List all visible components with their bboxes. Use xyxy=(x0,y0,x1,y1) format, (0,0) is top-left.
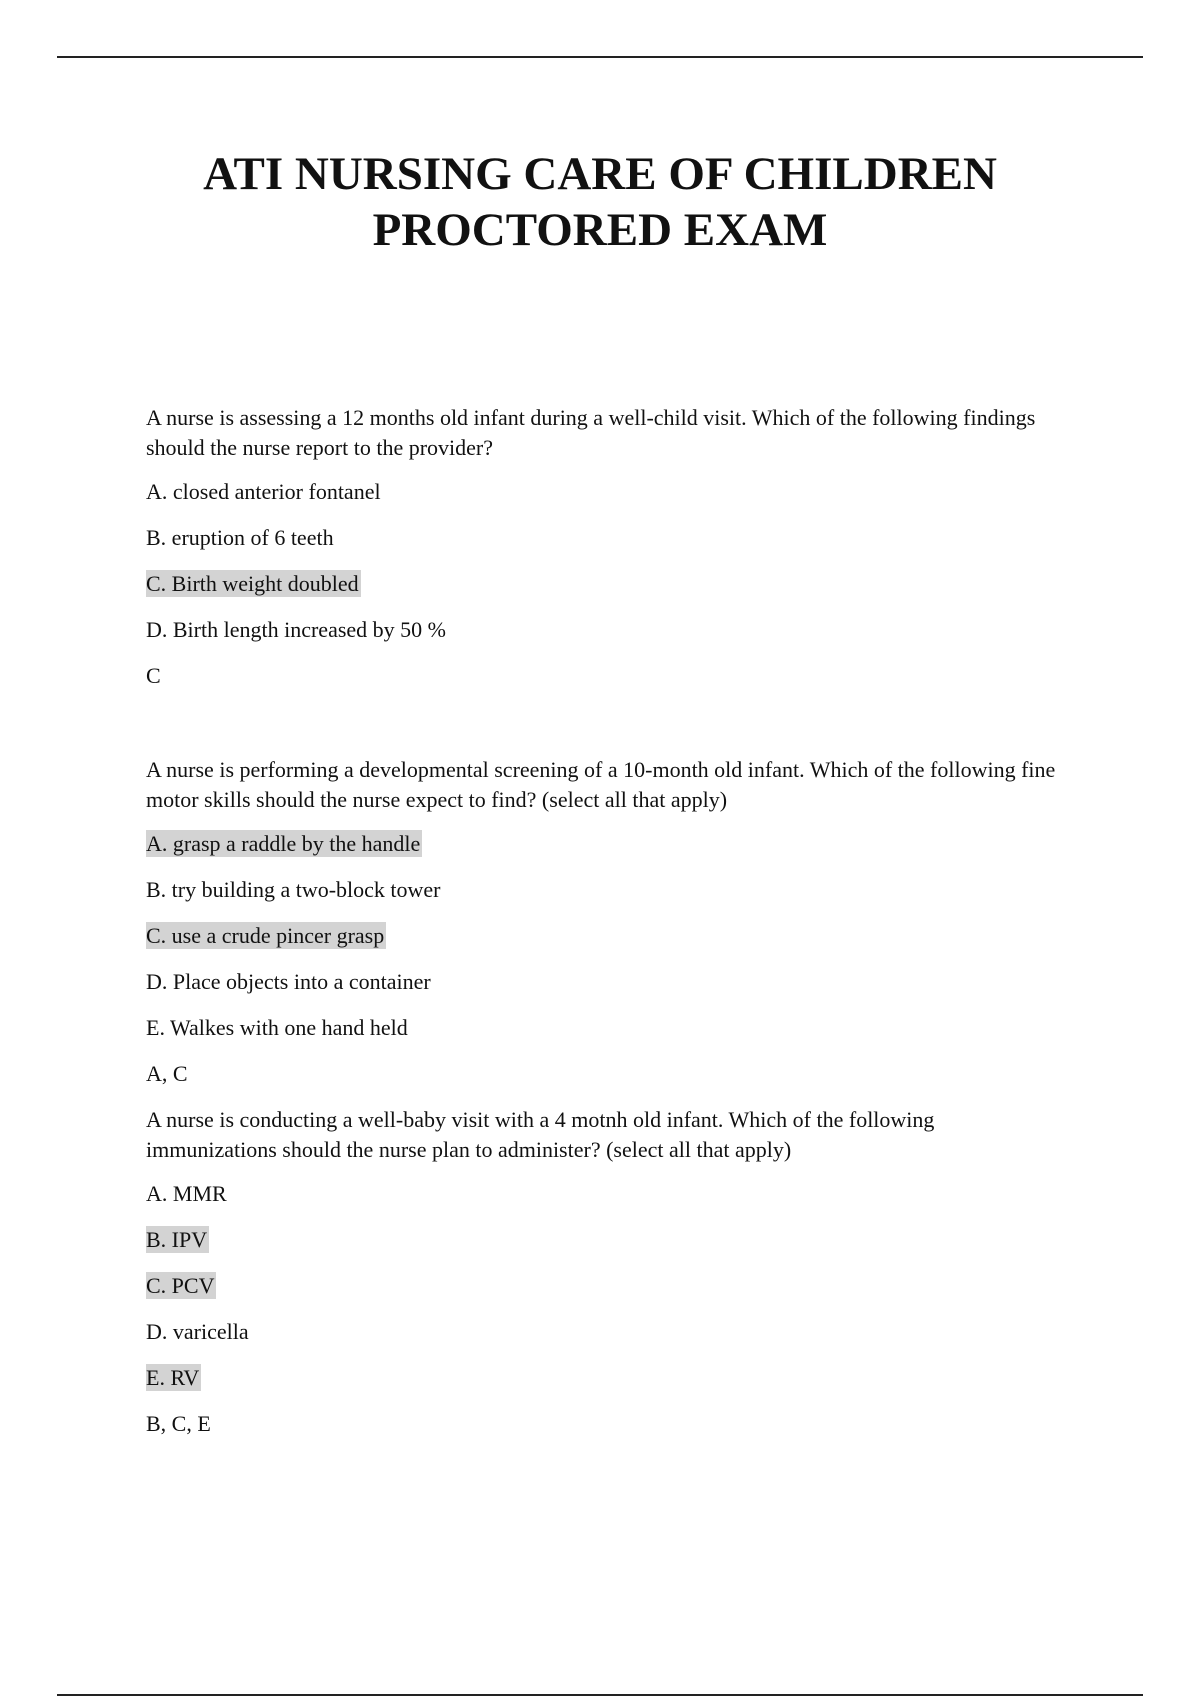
option-c-highlighted: C. use a crude pincer grasp xyxy=(146,923,385,948)
document-title xyxy=(100,146,1100,258)
question-list xyxy=(146,403,1066,1455)
option-b: B. eruption of 6 teeth xyxy=(146,525,334,550)
question-text: A nurse is conducting a well-baby visit with a 4 motnh old infant. Which of the following immunizations should the nurse plan to administer? (select all that apply) xyxy=(146,1107,935,1162)
option-b: B. try building a two-block tower xyxy=(146,877,441,902)
option-c-highlighted: C. PCV xyxy=(146,1273,215,1298)
question-text: A nurse is performing a developmental screening of a 10-month old infant. Which of the following fine motor skills should the nurse expect to find? (select all that apply) xyxy=(146,757,1056,812)
title-line-1: ATI NURSING CARE OF CHILDREN xyxy=(203,148,997,200)
bottom-rule xyxy=(57,1694,1143,1696)
question-block-1 xyxy=(146,403,1066,691)
question-text: A nurse is assessing a 12 months old infant during a well-child visit. Which of the following findings should the nurse report to the provider? xyxy=(146,405,1036,460)
option-e-highlighted: E. RV xyxy=(146,1365,200,1390)
question-block-3 xyxy=(146,1105,1066,1439)
option-a: A. closed anterior fontanel xyxy=(146,479,381,504)
option-b-highlighted: B. IPV xyxy=(146,1227,208,1252)
option-d: D. Birth length increased by 50 % xyxy=(146,617,446,642)
option-c-highlighted: C. Birth weight doubled xyxy=(146,571,359,596)
title-line-2: PROCTORED EXAM xyxy=(372,204,828,256)
answer-key: A, C xyxy=(146,1061,188,1086)
option-d: D. Place objects into a container xyxy=(146,969,431,994)
answer-key: C xyxy=(146,663,161,688)
answer-key: B, C, E xyxy=(146,1411,211,1436)
spacer xyxy=(146,707,1066,755)
top-rule xyxy=(57,56,1143,58)
option-d: D. varicella xyxy=(146,1319,249,1344)
option-e: E. Walkes with one hand held xyxy=(146,1015,408,1040)
option-a-highlighted: A. grasp a raddle by the handle xyxy=(146,831,421,856)
option-a: A. MMR xyxy=(146,1181,227,1206)
question-block-2 xyxy=(146,755,1066,1089)
